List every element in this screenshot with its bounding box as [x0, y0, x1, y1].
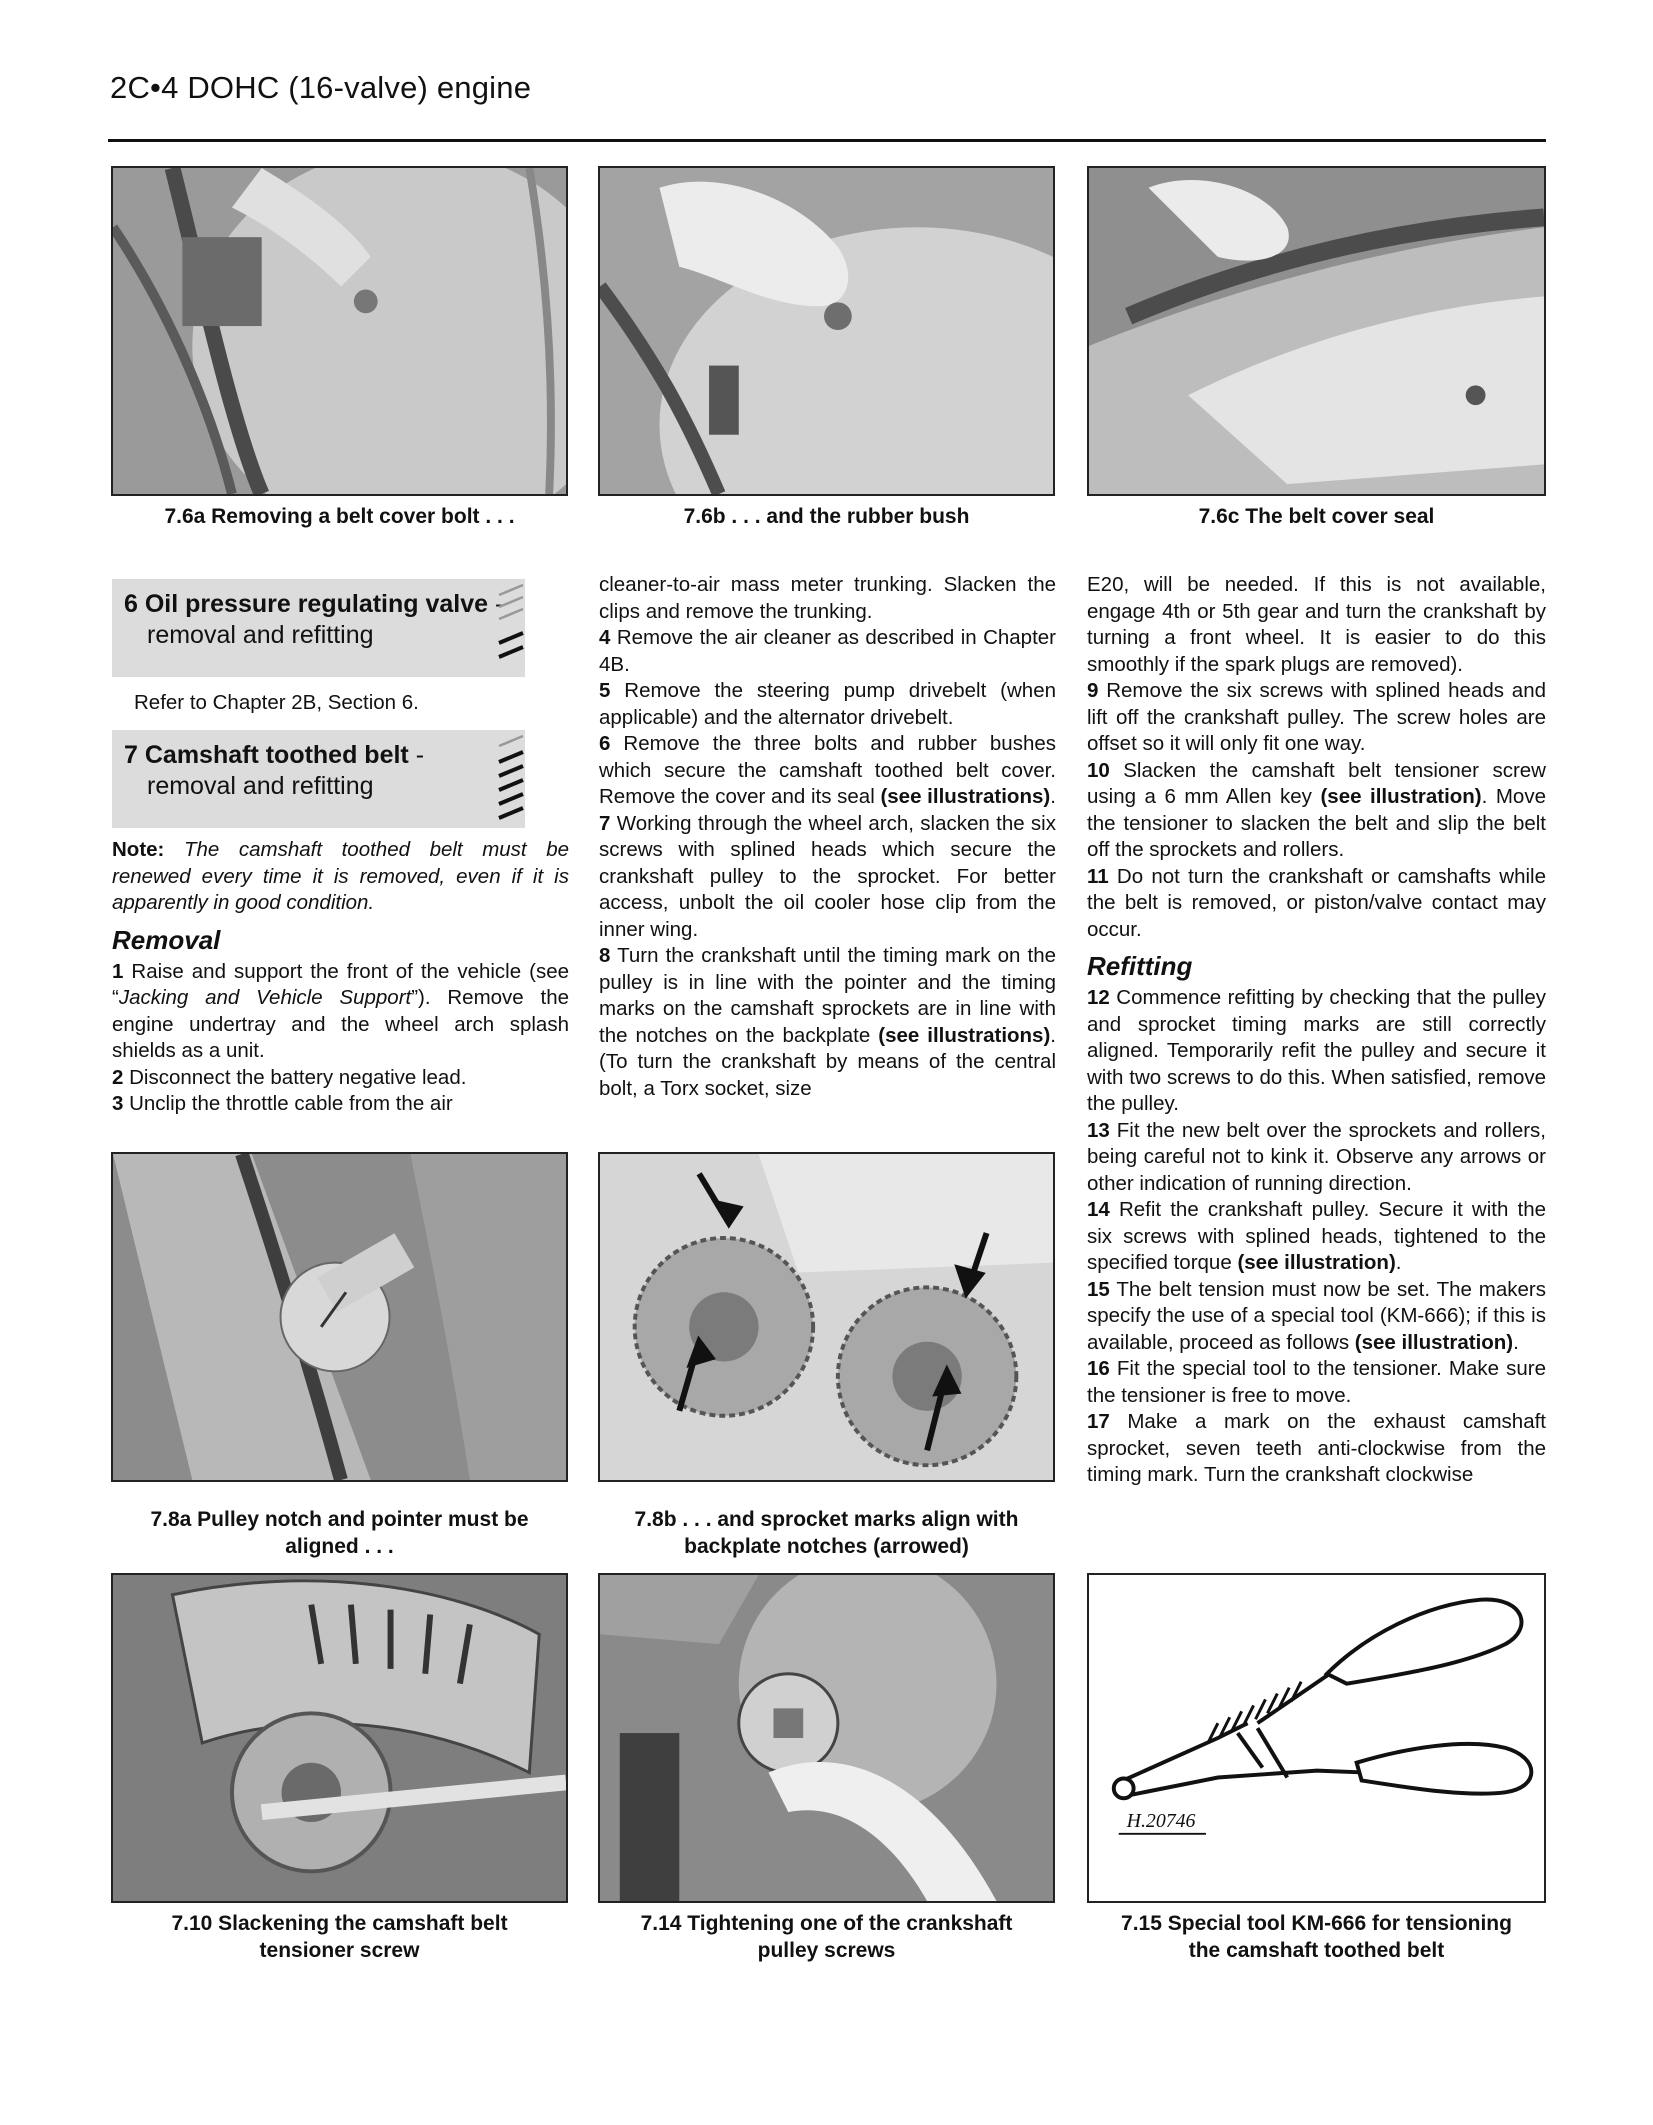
- drawing-7-15: [1087, 1573, 1546, 1903]
- step-1: 1 Raise and support the front of the vehicle (see “Jacking and Vehicle Support”). Remove the engine undertray and the wheel arch splash shields as a unit.: [112, 959, 569, 1062]
- photo-7-10: [111, 1573, 568, 1903]
- photo-7-8b: [598, 1152, 1055, 1482]
- step-3-continued: cleaner-to-air mass meter trunking. Slacken the clips and remove the trunking.: [599, 573, 1056, 623]
- section-6-dash: -: [488, 590, 504, 618]
- caption-7-6c: 7.6c The belt cover seal: [1198, 505, 1435, 528]
- step-15: 15 The belt tension must now be set. The makers specify the use of a special tool (KM-666); if this is available, proceed as follows (see illustration).: [1087, 1277, 1546, 1354]
- step-8-continued: E20, will be needed. If this is not available, engage 4th or 5th gear and turn the crankshaft by turning a front wheel. It is easier to do this smoothly if the spark plugs are removed).: [1087, 573, 1546, 676]
- section-6-title: Oil pressure regulating valve: [144, 590, 489, 618]
- caption-7-14: 7.14 Tightening one of the crankshaft pulley screws: [640, 1912, 1013, 1962]
- step-9: 9 Remove the six screws with splined heads and lift off the crankshaft pulley. The screw holes are offset so it will only fit one way.: [1087, 679, 1546, 755]
- step-3: 3 Unclip the throttle cable from the air: [112, 1092, 453, 1115]
- step-17: 17 Make a mark on the exhaust camshaft sprocket, seven teeth anti-clockwise from the timing mark. Turn the crankshaft clockwise: [1087, 1410, 1546, 1486]
- column-1-text: [112, 837, 569, 1118]
- photo-7-6b: [598, 166, 1055, 496]
- photo-7-8a: [111, 1152, 568, 1482]
- caption-7-8b: 7.8b . . . and sprocket marks align with backplate notches (arrowed): [634, 1508, 1019, 1558]
- section-6-number: 6: [124, 590, 138, 618]
- header-rule: [108, 139, 1546, 142]
- section-6-heading: [112, 579, 525, 677]
- caption-7-6b: 7.6b . . . and the rubber bush: [683, 505, 970, 528]
- step-16: 16 Fit the special tool to the tensioner. Make sure the tensioner is free to move.: [1087, 1357, 1546, 1407]
- step-12: 12 Commence refitting by checking that the pulley and sprocket timing marks are still correctly aligned. Temporarily refit the pulley and secure it with two screws to do this. When satisfied, remove the pulley.: [1087, 986, 1546, 1115]
- caption-7-6a: 7.6a Removing a belt cover bolt . . .: [164, 505, 515, 528]
- step-13: 13 Fit the new belt over the sprockets and rollers, being careful not to kink it. Observe any arrows or other indication of running direction.: [1087, 1118, 1546, 1195]
- note-text: The camshaft toothed belt must be renewed every time it is removed, even if it is apparently in good condition.: [112, 838, 569, 914]
- step-11: 11 Do not turn the crankshaft or camshafts while the belt is removed, or piston/valve contact may occur.: [1087, 864, 1546, 941]
- caption-7-15: 7.15 Special tool KM-666 for tensioning the camshaft toothed belt: [1121, 1912, 1512, 1962]
- photo-7-6a: [111, 166, 568, 496]
- section-7-dash: -: [408, 741, 425, 769]
- step-4: 4 Remove the air cleaner as described in Chapter 4B.: [599, 626, 1056, 676]
- difficulty-spanner-icon: [495, 732, 527, 824]
- step-14: 14 Refit the crankshaft pulley. Secure it with the six screws with splined heads, tightened to the specified torque (see illustration).: [1087, 1198, 1546, 1274]
- note-paragraph: [112, 837, 569, 917]
- page-header: 2C•4 DOHC (16-valve) engine: [110, 70, 532, 105]
- step-5: 5 Remove the steering pump drivebelt (when applicable) and the alternator drivebelt.: [599, 679, 1056, 729]
- refitting-heading: Refitting: [1087, 951, 1193, 981]
- difficulty-spanner-icon: [495, 581, 527, 673]
- section-6-body: Refer to Chapter 2B, Section 6.: [134, 691, 419, 714]
- photo-7-6c: [1087, 166, 1546, 496]
- step-2: 2 Disconnect the battery negative lead.: [112, 1065, 467, 1089]
- drawing-reference: H.20746: [1126, 1809, 1196, 1832]
- removal-heading: Removal: [112, 924, 221, 955]
- section-7-number: 7: [124, 741, 138, 769]
- step-10: 10 Slacken the camshaft belt tensioner screw using a 6 mm Allen key (see illustration). Move the tensioner to slacken the belt and slip the belt off the sprockets and rollers.: [1087, 758, 1546, 861]
- section-7-heading: [112, 730, 525, 828]
- photo-7-14: [598, 1573, 1055, 1903]
- caption-7-8a: 7.8a Pulley notch and pointer must be aligned . . .: [150, 1508, 529, 1558]
- column-2-text: [599, 572, 1056, 1102]
- step-7: 7 Working through the wheel arch, slacken the six screws with splined heads which secure the crankshaft pulley to the sprocket. For better access, unbolt the oil cooler hose clip from the inner wing.: [599, 811, 1056, 941]
- note-label: Note:: [112, 838, 165, 861]
- caption-7-10: 7.10 Slackening the camshaft belt tensioner screw: [171, 1912, 508, 1962]
- section-7-subtitle: removal and refitting: [147, 772, 374, 800]
- section-6-subtitle: removal and refitting: [147, 621, 374, 649]
- step-8: 8 Turn the crankshaft until the timing mark on the pulley is in line with the pointer and the timing marks on the camshaft sprockets are in line with the notches on the backplate (see illustrations). (To turn the crankshaft by means of the central bolt, a Torx socket, size: [599, 944, 1056, 1100]
- column-3-text: [1087, 572, 1546, 1489]
- section-7-title: Camshaft toothed belt: [144, 741, 409, 769]
- step-6: 6 Remove the three bolts and rubber bushes which secure the camshaft toothed belt cover. Remove the cover and its seal (see illustrations).: [599, 732, 1056, 808]
